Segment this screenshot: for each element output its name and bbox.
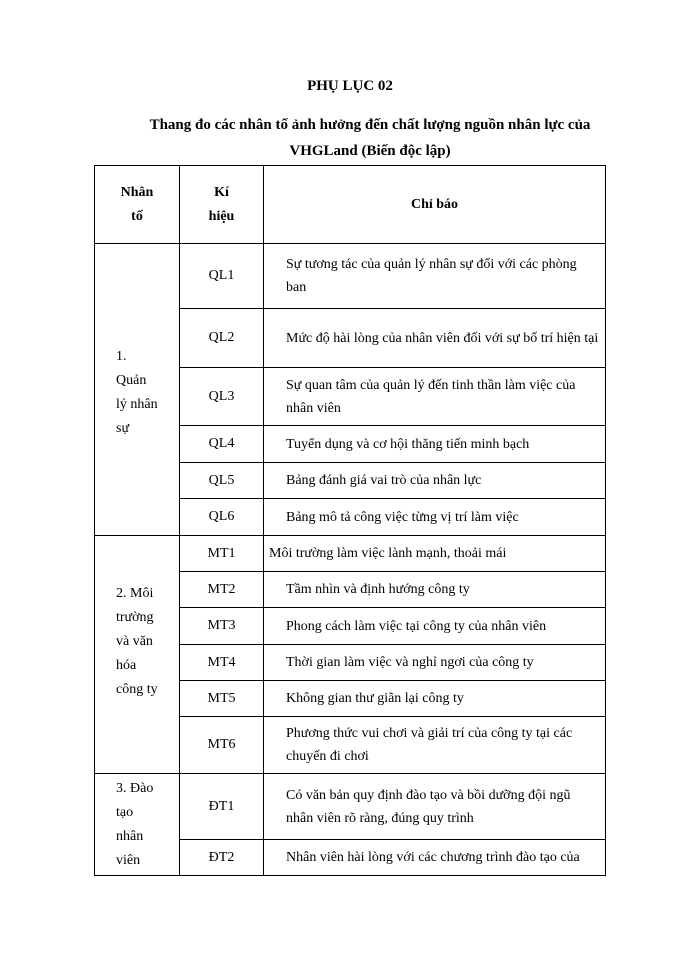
appendix-title: PHỤ LỤC 02 <box>307 78 393 94</box>
code-cell: QL1 <box>180 244 264 309</box>
caption-line-2: VHGLand (Biến độc lập) <box>289 143 451 159</box>
code-cell: ĐT1 <box>180 774 264 840</box>
caption-line-1: Thang đo các nhân tố ảnh hưởng đến chất lượng nguồn nhân lực của <box>149 117 591 133</box>
indicator-cell: Phương thức vui chơi và giải trí của công ty tại các chuyến đi chơi <box>264 717 606 774</box>
header-factor: Nhân tố <box>95 166 180 244</box>
indicator-cell: Mức độ hài lòng của nhân viên đối với sự bố trí hiện tại <box>264 309 606 368</box>
indicator-cell: Bảng đánh giá vai trò của nhân lực <box>264 463 606 499</box>
indicator-cell: Sự tương tác của quản lý nhân sự đối với các phòng ban <box>264 244 606 309</box>
factor-cell-1: 1. Quản lý nhân sự <box>95 244 180 536</box>
code-cell: MT5 <box>180 681 264 717</box>
code-cell: MT3 <box>180 608 264 645</box>
table-caption <box>130 112 610 164</box>
indicator-cell: Tuyển dụng và cơ hội thăng tiến minh bạch <box>264 426 606 463</box>
code-cell: MT4 <box>180 645 264 681</box>
indicator-cell: Tầm nhìn và định hướng công ty <box>264 572 606 608</box>
indicator-cell: Có văn bản quy định đào tạo và bồi dưỡng đội ngũ nhân viên rõ ràng, đúng quy trình <box>264 774 606 840</box>
code-cell: MT6 <box>180 717 264 774</box>
code-cell: QL6 <box>180 499 264 536</box>
indicator-cell: Nhân viên hài lòng với các chương trình đào tạo của <box>264 840 606 876</box>
indicator-cell: Môi trường làm việc lành mạnh, thoải mái <box>264 536 606 572</box>
factor-cell-3: 3. Đào tạo nhân viên <box>95 774 180 876</box>
code-cell: QL3 <box>180 368 264 426</box>
code-cell: MT1 <box>180 536 264 572</box>
code-cell: QL2 <box>180 309 264 368</box>
code-cell: QL5 <box>180 463 264 499</box>
indicator-cell: Không gian thư giãn lại công ty <box>264 681 606 717</box>
code-cell: QL4 <box>180 426 264 463</box>
table-row <box>95 244 606 309</box>
table-header-row <box>95 166 606 244</box>
factor-cell-2: 2. Môi trường và văn hóa công ty <box>95 536 180 774</box>
indicator-cell: Sự quan tâm của quản lý đến tinh thần làm việc của nhân viên <box>264 368 606 426</box>
table-row <box>95 774 606 840</box>
indicator-cell: Bảng mô tả công việc từng vị trí làm việc <box>264 499 606 536</box>
indicator-cell: Phong cách làm việc tại công ty của nhân viên <box>264 608 606 645</box>
header-code: Kí hiệu <box>180 166 264 244</box>
code-cell: ĐT2 <box>180 840 264 876</box>
indicator-cell: Thời gian làm việc và nghỉ ngơi của công ty <box>264 645 606 681</box>
table-row <box>95 536 606 572</box>
code-cell: MT2 <box>180 572 264 608</box>
scale-table <box>94 165 606 876</box>
header-indicator: Chỉ báo <box>264 166 606 244</box>
